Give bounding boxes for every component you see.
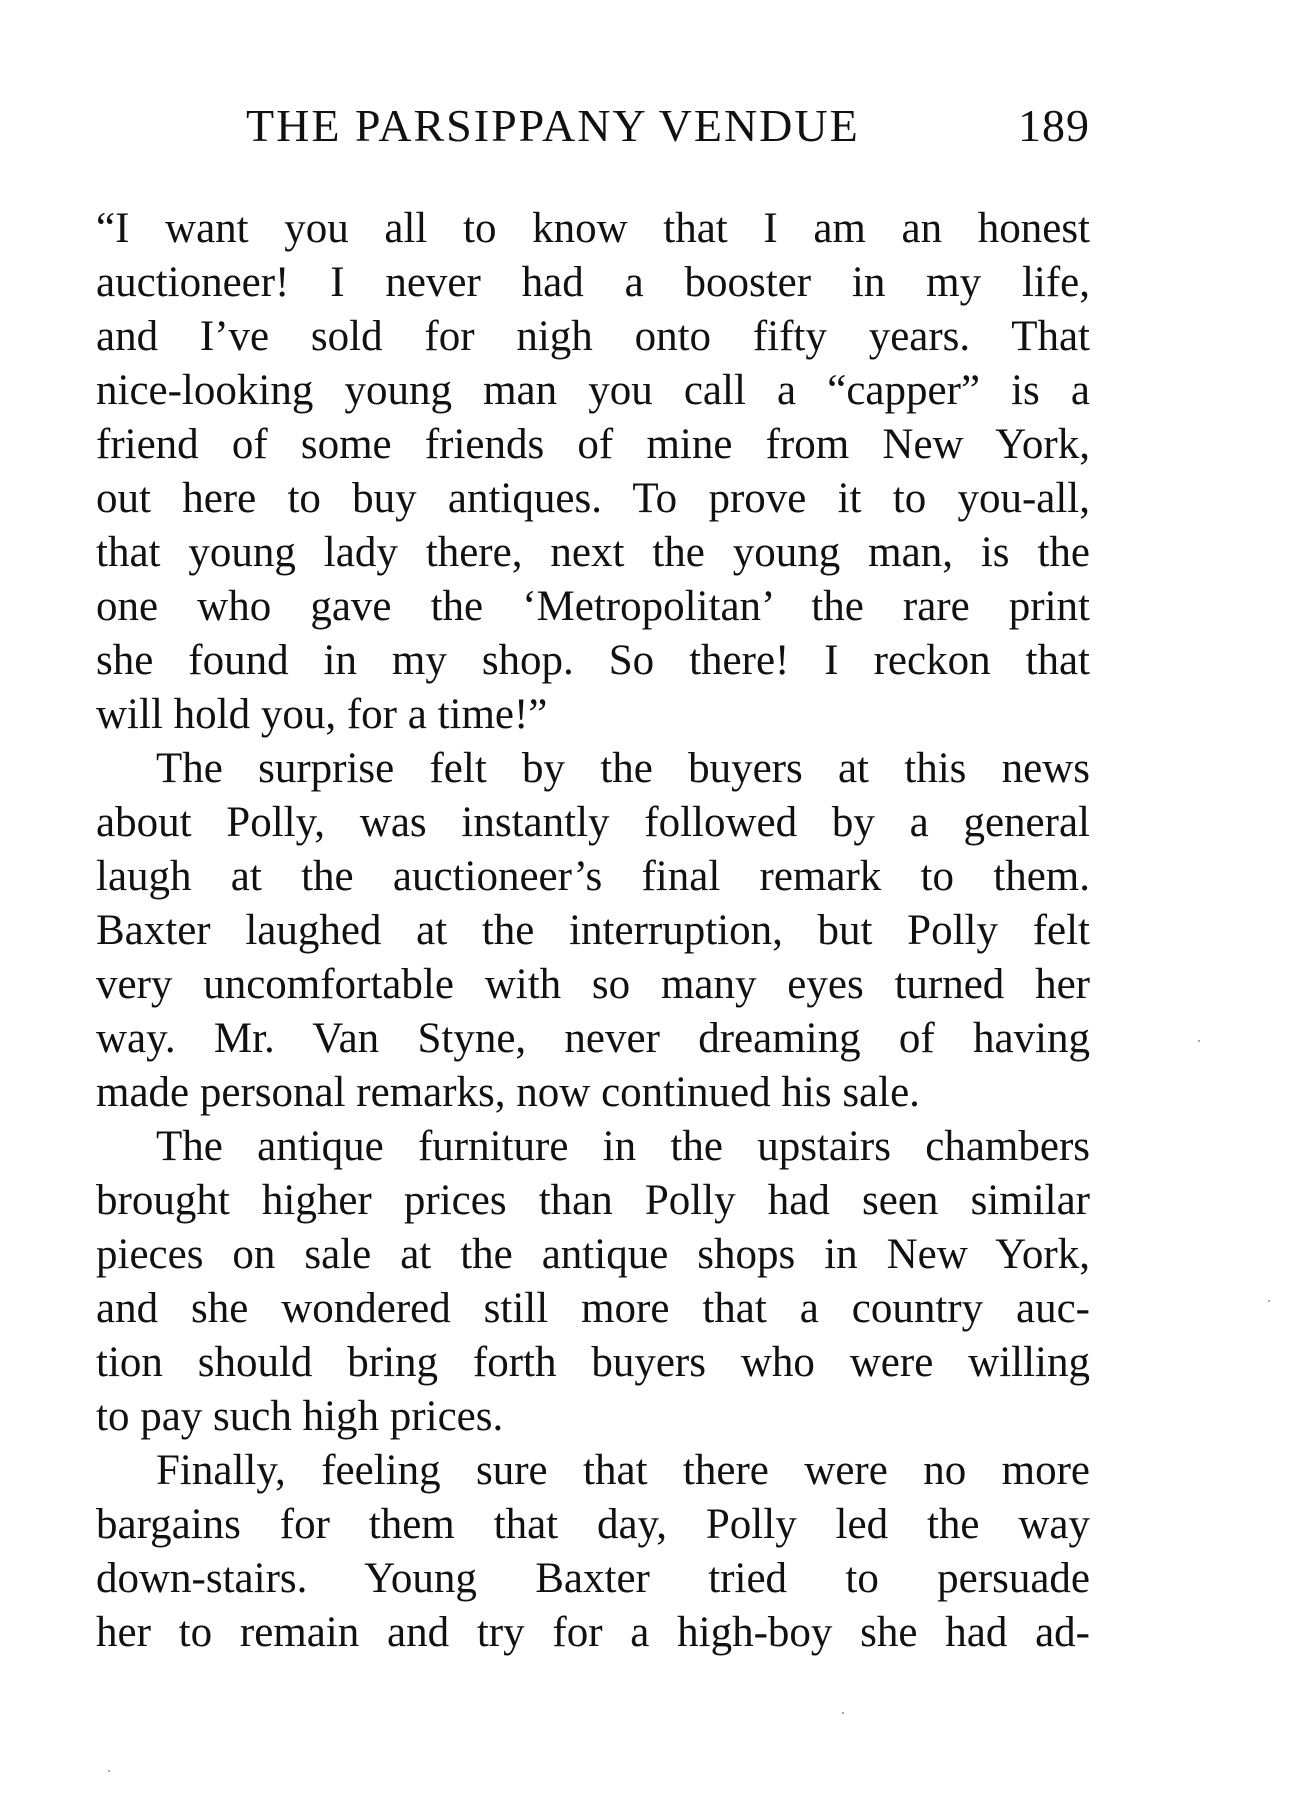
text-line: down-stairs. Young Baxter tried to persuade	[96, 1555, 1090, 1602]
text-line: that young lady there, next the young man, is the	[96, 529, 1090, 576]
text-line: The antique furniture in the upstairs chambers	[156, 1123, 1090, 1170]
text-line: about Polly, was instantly followed by a general	[96, 799, 1090, 846]
text-line: out here to buy antiques. To prove it to you-all,	[96, 475, 1090, 522]
text-line: Finally, feeling sure that there were no more	[156, 1447, 1090, 1494]
text-line: made personal remarks, now continued his sale.	[96, 1069, 920, 1116]
text-line: to pay such high prices.	[96, 1393, 504, 1440]
paragraph-1	[96, 202, 1090, 742]
running-head	[96, 96, 1090, 156]
text-line: auctioneer! I never had a booster in my life,	[96, 259, 1090, 306]
text-line: her to remain and try for a high-boy she had ad-	[96, 1609, 1090, 1656]
text-line: The surprise felt by the buyers at this news	[156, 745, 1090, 792]
text-line: she found in my shop. So there! I reckon that	[96, 637, 1090, 684]
text-line: laugh at the auctioneer’s final remark to them.	[96, 853, 1090, 900]
text-line: Baxter laughed at the interruption, but Polly felt	[96, 907, 1090, 954]
paragraph-4	[96, 1444, 1090, 1660]
paragraph-2	[96, 742, 1090, 1120]
paragraph-3	[96, 1120, 1090, 1444]
paper-speck	[842, 1712, 844, 1714]
text-line: friend of some friends of mine from New York,	[96, 421, 1090, 468]
body-text	[96, 202, 1090, 1660]
text-line: one who gave the ‘Metropolitan’ the rare print	[96, 583, 1090, 630]
text-line: nice-looking young man you call a “capper” is a	[96, 367, 1090, 414]
running-head-title: THE PARSIPPANY VENDUE	[246, 100, 860, 151]
text-line: pieces on sale at the antique shops in New York,	[96, 1231, 1090, 1278]
paper-speck	[1198, 1040, 1200, 1042]
text-line: “I want you all to know that I am an honest	[96, 205, 1090, 252]
text-line: very uncomfortable with so many eyes turned her	[96, 961, 1090, 1008]
text-line: and she wondered still more that a country auc-	[96, 1285, 1090, 1332]
text-line: will hold you, for a time!”	[96, 691, 548, 738]
paper-speck	[108, 1770, 110, 1772]
text-line: brought higher prices than Polly had seen similar	[96, 1177, 1090, 1224]
paper-speck	[1268, 1300, 1270, 1302]
page-number: 189	[1018, 100, 1090, 151]
text-line: way. Mr. Van Styne, never dreaming of having	[96, 1015, 1090, 1062]
text-line: tion should bring forth buyers who were willing	[96, 1339, 1090, 1386]
text-line: and I’ve sold for nigh onto fifty years. That	[96, 313, 1090, 360]
text-line: bargains for them that day, Polly led the way	[96, 1501, 1090, 1548]
